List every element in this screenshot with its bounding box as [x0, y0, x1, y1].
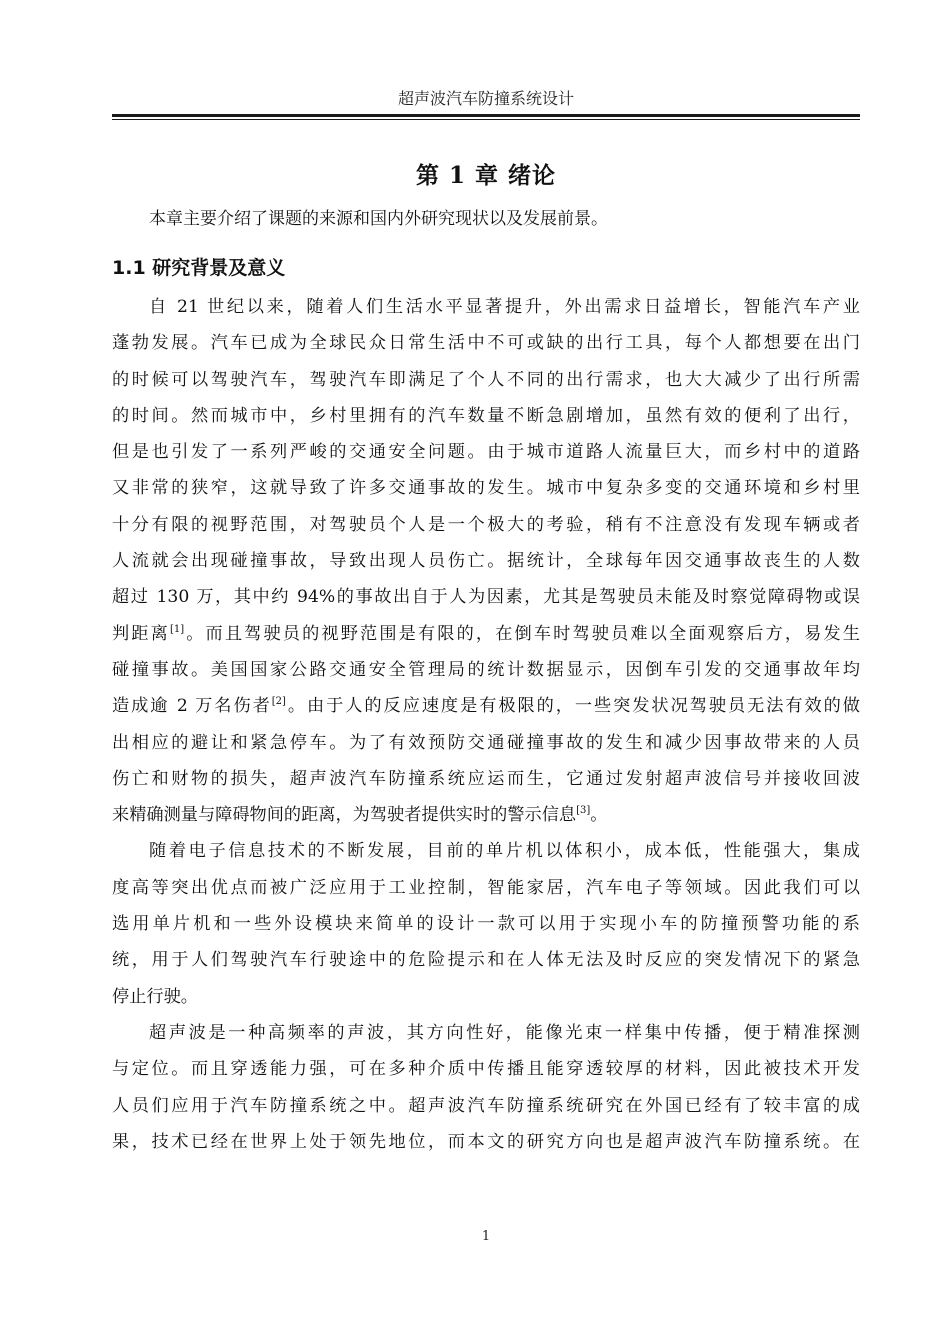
text-line: 但是也引发了一系列严峻的交通安全问题。由于城市道路人流量巨大，而乡村中的道路 — [112, 442, 860, 463]
chapter-title: 第 1 章 绪论 — [415, 162, 557, 189]
header-rule-thick — [112, 114, 860, 117]
text-line — [112, 797, 860, 833]
text-line: 的时候可以驾驶汽车，驾驶汽车即满足了个人不同的出行需求，也大大减少了出行所需 — [112, 369, 860, 390]
text-line: 超声波是一种高频率的声波，其方向性好，能像光束一样集中传播，便于精准探测 — [149, 1022, 860, 1043]
text-line: 选用单片机和一些外设模块来简单的设计一款可以用于实现小车的防撞预警功能的系 — [112, 914, 860, 935]
text-line: 的时间。然而城市中，乡村里拥有的汽车数量不断急剧增加，虽然有效的便利了出行， — [112, 405, 860, 426]
text-segment: 来精确测量与障碍物间的距离，为驾驶者提供实时的警示信息 — [112, 805, 577, 826]
section-heading: 1.1 研究背景及意义 — [112, 257, 286, 279]
text-line: 碰撞事故。美国国家公路交通安全管理局的统计数据显示，因倒车引发的交通事故年均 — [112, 659, 860, 680]
text-line: 统，用于人们驾驶汽车行驶途中的危险提示和在人体无法及时反应的突发情况下的紧急 — [112, 950, 860, 971]
header-rule-thin — [112, 119, 860, 120]
text-line — [112, 688, 860, 724]
text-segment: 判距离 — [112, 623, 170, 644]
paragraph-2 — [112, 833, 860, 1014]
body-text — [112, 289, 860, 1160]
citation-ref[interactable]: [3] — [576, 805, 591, 817]
text-line: 蓬勃发展。汽车已成为全球民众日常生活中不可或缺的出行工具，每个人都想要在出门 — [112, 333, 860, 354]
text-line: 人流就会出现碰撞事故，导致出现人员伤亡。据统计，全球每年因交通事故丧生的人数 — [112, 551, 860, 572]
text-line: 果，技术已经在世界上处于领先地位，而本文的研究方向也是超声波汽车防撞系统。在 — [112, 1131, 860, 1152]
text-line: 伤亡和财物的损失，超声波汽车防撞系统应运而生，它通过发射超声波信号并接收回波 — [112, 768, 860, 789]
text-line: 人员们应用于汽车防撞系统之中。超声波汽车防撞系统研究在外国已经有了较丰富的成 — [112, 1095, 860, 1116]
text-line: 出相应的避让和紧急停车。为了有效预防交通碰撞事故的发生和减少因事故带来的人员 — [112, 732, 860, 753]
text-line: 与定位。而且穿透能力强，可在多种介质中传播且能穿透较厚的材料，因此被技术开发 — [112, 1059, 860, 1080]
text-segment: 。由于人的反应速度是有极限的，一些突发状况驾驶员无法有效的做 — [285, 696, 860, 717]
text-line: 又非常的狭窄，这就导致了许多交通事故的发生。城市中复杂多变的交通环境和乡村里 — [112, 478, 860, 499]
chapter-intro: 本章主要介绍了课题的来源和国内外研究现状以及发展前景。 — [149, 209, 608, 229]
paragraph-3 — [112, 1015, 860, 1160]
citation-ref[interactable]: [2] — [271, 696, 286, 708]
paragraph-1 — [112, 289, 860, 833]
text-line: 停止行驶。 — [112, 986, 198, 1007]
text-line: 自 21 世纪以来，随着人们生活水平显著提升，外出需求日益增长，智能汽车产业 — [149, 297, 860, 317]
text-line: 十分有限的视野范围，对驾驶员个人是一个极大的考验，稍有不注意没有发现车辆或者 — [112, 514, 860, 535]
text-line — [112, 616, 860, 652]
text-segment: 。而且驾驶员的视野范围是有限的，在倒车时驾驶员难以全面观察后方，易发生 — [184, 623, 860, 644]
citation-ref[interactable]: [1] — [169, 623, 185, 635]
page-number: 1 — [481, 1229, 491, 1244]
running-header-title: 超声波汽车防撞系统设计 — [397, 89, 574, 108]
text-line: 度高等突出优点而被广泛应用于工业控制，智能家居，汽车电子等领域。因此我们可以 — [112, 877, 860, 898]
text-line: 随着电子信息技术的不断发展，目前的单片机以体积小，成本低，性能强大，集成 — [149, 841, 860, 862]
text-segment: 造成逾 2 万名伤者 — [112, 696, 272, 717]
text-line: 超过 130 万，其中约 94%的事故出自于人为因素，尤其是驾驶员未能及时察觉障碍物或误 — [112, 587, 860, 608]
text-segment: 。 — [590, 805, 608, 826]
